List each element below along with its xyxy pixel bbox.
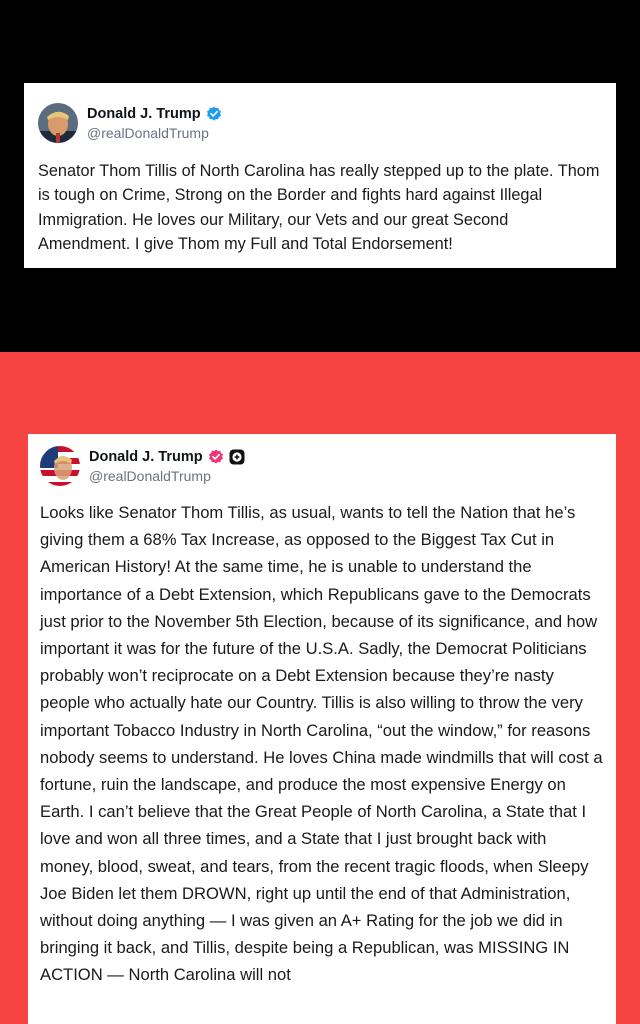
- avatar[interactable]: [40, 446, 80, 486]
- author-handle[interactable]: @realDonaldTrump: [87, 124, 209, 141]
- author-handle[interactable]: @realDonaldTrump: [89, 467, 211, 484]
- post-header: [40, 446, 604, 486]
- post-header: [38, 103, 602, 143]
- author-name[interactable]: Donald J. Trump: [89, 448, 203, 465]
- verified-check-icon: [206, 106, 222, 122]
- top-section: [0, 0, 640, 352]
- verified-check-icon: [208, 449, 224, 465]
- post-text: Senator Thom Tillis of North Carolina has really stepped up to the plate. Thom is tough on Crime, Strong on the Border and fights hard against Illegal Immigration. He loves our Military, our Vets and our great Second Amendment. I give Thom my Full and Total Endorsement!: [38, 162, 600, 254]
- post-text: Looks like Senator Thom Tillis, as usual, wants to tell the Nation that he’s giving them a 68% Tax Increase, as opposed to the Biggest Tax Cut in American History! At the same time, he is unable to understand the importance of a Debt Extension, which Republicans gave to the Democrats just prior to the November 5th Election, because of its significance, and how important it was for the future of the U.S.A. Sadly, the Democrat Politicians probably won’t reciprocate on a Debt Extension because they’re nasty people who actually hate our Country. Tillis is also willing to throw the very important Tobacco Industry in North Carolina, “out the window,” for reasons nobody seems to understand. He loves China made windmills that will cost a fortune, ruin the landscape, and produce the most expensive Energy on Earth. I can’t believe that the Great People of North Carolina, a State that I love and won all three times, and a State that I just brought back with money, blood, sweat, and tears, from the recent tragic floods, when Sleepy Joe Biden let them DROWN, right up until the end of that Administration, without doing anything — I was given an A+ Rating for the job we did in bringing it back, and Tillis, despite being a Republican, was MISSING IN ACTION — North Carolina will not: [40, 503, 603, 985]
- bottom-section: [0, 352, 640, 1024]
- author-name[interactable]: Donald J. Trump: [87, 105, 201, 122]
- plus-badge-icon: [229, 449, 245, 465]
- avatar[interactable]: [38, 103, 78, 143]
- post-card-criticism: [28, 434, 616, 1024]
- post-card-endorsement: [24, 83, 616, 268]
